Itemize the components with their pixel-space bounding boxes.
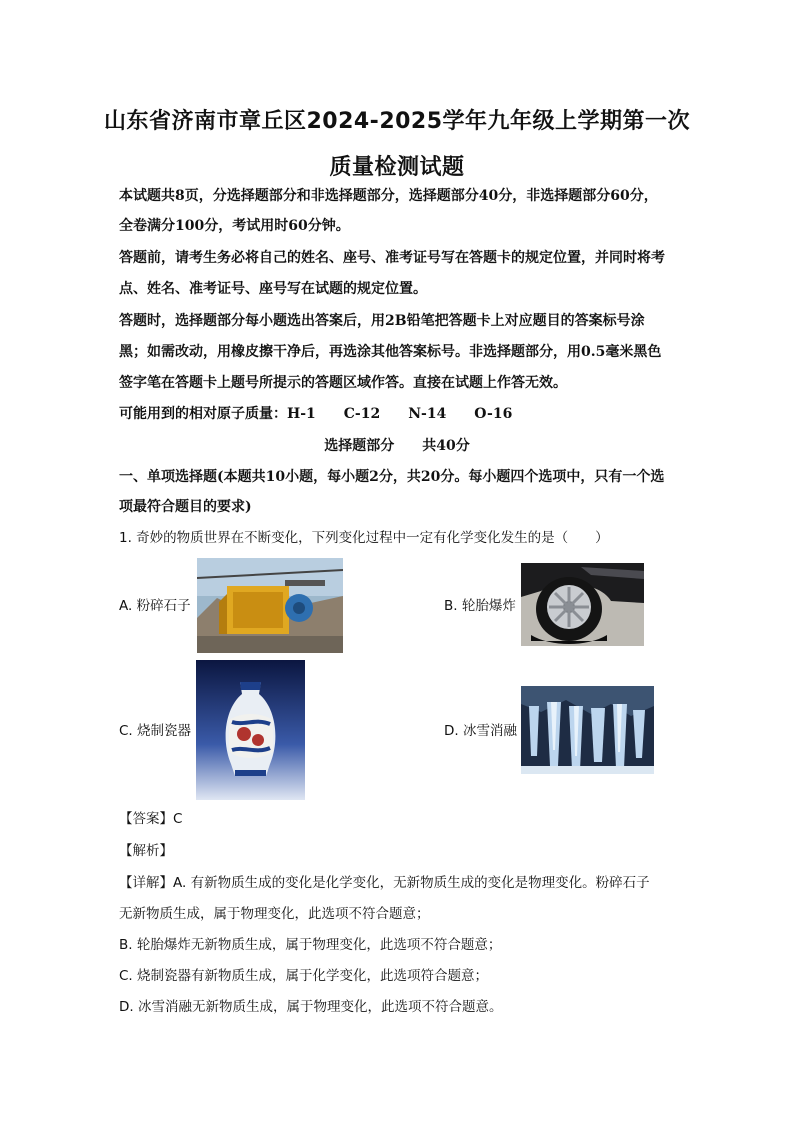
instruction-line: 本试题共8页，分选择题部分和非选择题部分，选择题部分40分，非选择题部分60分， xyxy=(119,188,658,204)
answer: 【答案】C xyxy=(119,811,183,827)
exam-title-line1: 山东省济南市章丘区2024-2025学年九年级上学期第一次 xyxy=(103,109,691,134)
rock-crusher-image xyxy=(197,558,343,653)
explanation-line: C. 烧制瓷器有新物质生成，属于化学变化，此选项符合题意； xyxy=(119,968,489,984)
porcelain-vase-image xyxy=(196,660,305,800)
flat-tire-image xyxy=(521,563,644,646)
explanation-line: 无新物质生成，属于物理变化，此选项不符合题意； xyxy=(119,906,430,922)
option-d-label[interactable]: D. 冰雪消融 xyxy=(444,723,517,739)
explanation-line: B. 轮胎爆炸无新物质生成，属于物理变化，此选项不符合题意； xyxy=(119,937,502,953)
option-b-label[interactable]: B. 轮胎爆炸 xyxy=(444,598,516,614)
exam-title-line2: 质量检测试题 xyxy=(329,155,465,180)
section-header: 选择题部分 共40分 xyxy=(324,438,470,454)
explanation-line: 【详解】A. 有新物质生成的变化是化学变化，无新物质生成的变化是物理变化。粉碎石子 xyxy=(119,875,650,891)
option-a-label[interactable]: A. 粉碎石子 xyxy=(119,598,191,614)
atomic-masses: 可能用到的相对原子质量：H-1 C-12 N-14 O-16 xyxy=(119,406,513,422)
instruction-line: 答题前，请考生务必将自己的姓名、座号、准考证号写在答题卡的规定位置，并同时将考 xyxy=(119,250,665,266)
explanation-line: D. 冰雪消融无新物质生成，属于物理变化，此选项不符合题意。 xyxy=(119,999,503,1015)
instruction-line: 全卷满分100分，考试用时60分钟。 xyxy=(119,218,350,234)
part-one-heading: 一、单项选择题(本题共10小题，每小题2分，共20分。每小题四个选项中，只有一个选 xyxy=(119,469,665,485)
instruction-line: 答题时，选择题部分每小题选出答案后，用2B铅笔把答题卡上对应题目的答案标号涂 xyxy=(119,313,645,329)
option-c-label[interactable]: C. 烧制瓷器 xyxy=(119,723,192,739)
question-stem: 1. 奇妙的物质世界在不断变化，下列变化过程中一定有化学变化发生的是（ ） xyxy=(119,530,609,546)
analysis-header: 【解析】 xyxy=(119,843,173,859)
instruction-line: 黑；如需改动，用橡皮擦干净后，再选涂其他答案标号。非选择题部分，用0.5毫米黑色 xyxy=(119,344,662,360)
part-one-heading: 项最符合题目的要求) xyxy=(119,499,252,515)
frozen-waterfall-image xyxy=(521,686,654,774)
instruction-line: 签字笔在答题卡上题号所提示的答题区域作答。直接在试题上作答无效。 xyxy=(119,375,567,391)
instruction-line: 点、姓名、准考证号、座号写在试题的规定位置。 xyxy=(119,281,427,297)
